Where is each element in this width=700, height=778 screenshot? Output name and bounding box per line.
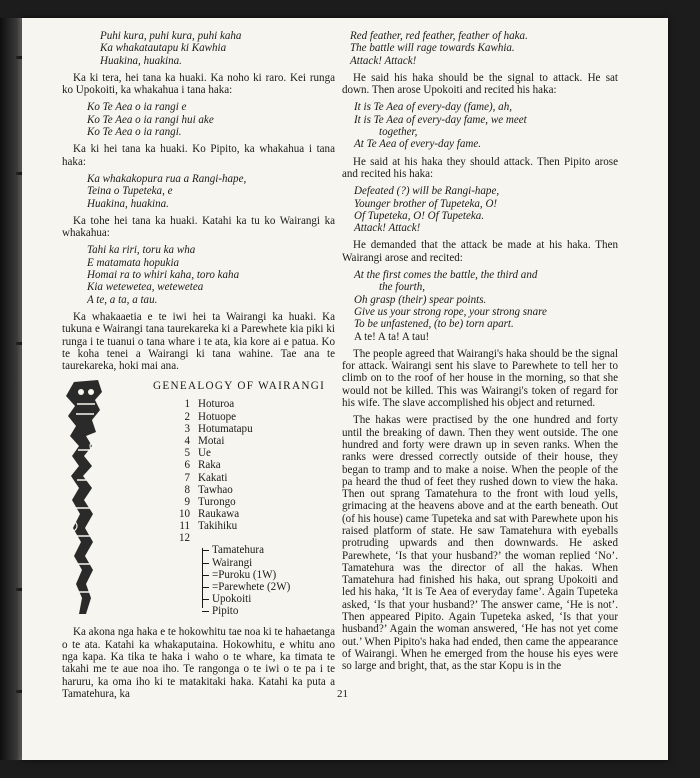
genealogy-row: 7 Kakati: [184, 471, 228, 484]
genealogy-row: 11 Takihiku: [179, 520, 238, 533]
genealogy-child: =Parewhete (2W): [192, 581, 342, 593]
genealogy-row: 6 Raka: [184, 459, 221, 472]
genealogy-row: 4 Motai: [184, 434, 225, 447]
english-verse-4-end: A te! A ta! A tau!: [354, 330, 430, 343]
maori-verse-2: Ko Te Aea o ia rangi e Ko Te Aea o ia rangi hui ake Ko Te Aea o ia rangi.: [87, 101, 214, 139]
english-verse-3: Defeated (?) will be Rangi-hape, Younger brother of Tupeteka, O! Of Tupeteka, O! Of Tupeteka. Attack! Attack!: [354, 185, 500, 235]
genealogy-row: 9 Turongo: [184, 495, 236, 508]
right-column: [342, 30, 618, 678]
genealogy-row: 1 Hoturoa: [184, 398, 235, 411]
maori-paragraph-3: Ka tohe hei tana ka huaki. Katahi ka tu ko Wairangi ka whakahua:: [62, 214, 335, 240]
maori-paragraph-4: Ka whakaaetia e te iwi hei ta Wairangi ka huaki. Ka tukuna e Wairangi tana taurekareka ki a Parewhete kia piki ki runga i te tuanui o tana whare i te ata, kia kore ai e patua. Ko te koha tenei a Wairangi ki tana wahine. Tae ana te taurekareka, hoki mai ana.: [62, 310, 335, 373]
genealogy-row: 8 Tawhao: [184, 483, 233, 496]
maori-verse-1: Puhi kura, puhi kura, puhi kaha Ka whakatautapu ki Kawhia Huakina, huakina.: [100, 30, 242, 67]
maori-paragraph-2: Ka ki hei tana ka huaki. Ko Pipito, ka whakahua i tana haka:: [62, 143, 335, 168]
english-paragraph-5: The hakas were practised by the one hundred and forty until the breaking of dawn. Then they went outside. The one hundred and forty were drawn up in seven ranks. When the ranks were dressed correctly outside of their house, they began to tramp and to make a noise. When the people of the pa heard the thud of feet they rushed down to view the haka. Then out sprang Tamatehura to the front with loud yells, grimacing at the heavens above and at the earth beneath. Out (of his house) came Tupeteka and sat with Parewhete upon his raised platform of state. He saw Tamatehura with eyeballs protruding upwards and then downwards. He asked Parewhete, ‘Is that your husband?’ the woman replied ‘No’. Tamatehura was the director of all the hakas. When Tamatehura had finished his haka, out sprang Upokoiti and led his haka, ‘It is Te Aea of everyday fame’. Again Tupeteka asked, ‘Is that your husband?’ The answer came, ‘He is not’. Then appeared Pipito. Again Tupeteka asked, ‘Is that your husband?’ Again the woman answered, ‘He has not yet come out.’ When Pipito's haka had ended, then came the appearance of Wairangi. When he emerged from the house his eyes were so large and bright, that, as the star Kopu is in the: [342, 414, 618, 673]
english-paragraph-2: He said at his haka they should attack. Then Pipito arose and recited his haka:: [342, 155, 618, 180]
english-verse-4: At the first comes the battle, the third and the fourth, Oh grasp (their) spear points. Give us your strong rope, your strong snare To be unfastened, (to be) torn apart.: [354, 269, 547, 331]
maori-verse-4: Tahi ka riri, toru ka wha E matamata hopukia Homai ra to whiri kaha, toro kaha Kia wetewetea, wetewetea A te, a ta, a tau.: [87, 244, 240, 306]
genealogy-row: 12: [178, 532, 190, 545]
maori-paragraph-1: Ka ki tera, hei tana ka huaki. Ka noho ki raro. Kei runga ko Upokoiti, ka whakahua i tana haka:: [62, 71, 335, 97]
genealogy-title: GENEALOGY OF WAIRANGI: [153, 380, 326, 393]
english-paragraph-3: He demanded that the attack be made at his haka. Then Wairangi arose and recited:: [342, 239, 618, 264]
maori-verse-3: Ka whakakopura rua a Rangi-hape, Teina o Tupeteka, e Huakina, huakina.: [87, 172, 247, 210]
genealogy-children: [192, 544, 342, 617]
genealogy-child: Tamatehura: [192, 544, 342, 556]
genealogy-section: [62, 380, 335, 620]
genealogy-row: 3 Hotumatapu: [184, 422, 253, 435]
genealogy-row: 10 Raukawa: [178, 508, 240, 521]
book-binding: [0, 18, 24, 760]
genealogy-child: Wairangi: [192, 557, 342, 569]
english-paragraph-4: The people agreed that Wairangi's haka should be the signal for attack. Wairangi sent his slave to Parewhete to tell her to climb on to the roof of her house in the morning, so that she would not be killed. This was Wairangi's token of regard for his wife. The slave accomplished his object and returned.: [342, 347, 618, 410]
english-verse-1: Red feather, red feather, feather of haka. The battle will rage towards Kawhia. Attack! Attack!: [350, 30, 528, 67]
carved-figure-illustration: [62, 380, 108, 616]
genealogy-row: 2 Hotuope: [184, 410, 237, 423]
genealogy-child: Upokoiti: [192, 593, 342, 605]
english-verse-2: It is Te Aea of every-day (fame), ah, It is Te Aea of every-day fame, we meet together, At Te Aea of every-day fame.: [354, 101, 527, 151]
genealogy-row: 5 Ue: [184, 447, 211, 460]
left-column: [62, 30, 335, 705]
english-paragraph-1: He said his haka should be the signal to attack. He sat down. Then arose Upokoiti and recited his haka:: [342, 71, 618, 97]
page-number: 21: [337, 688, 348, 700]
genealogy-child: =Puroku (1W): [192, 569, 342, 581]
genealogy-child: Pipito: [192, 605, 342, 617]
maori-paragraph-5: Ka akona nga haka e te hokowhitu tae noa ki te hahaetanga o te ata. Katahi ka whakaputaina. Hokowhitu, e whitu ano nga kapa. Ka tika te haka i waho o te whare, ka timata te takahi me te aue noa iho. Te rangonga o te iwi o te pa i te haruru, ka oma iho ki te matakitaki haka. Katahi ka puta a Tamatehura, ka: [62, 626, 335, 700]
genealogy-list: [172, 398, 332, 544]
